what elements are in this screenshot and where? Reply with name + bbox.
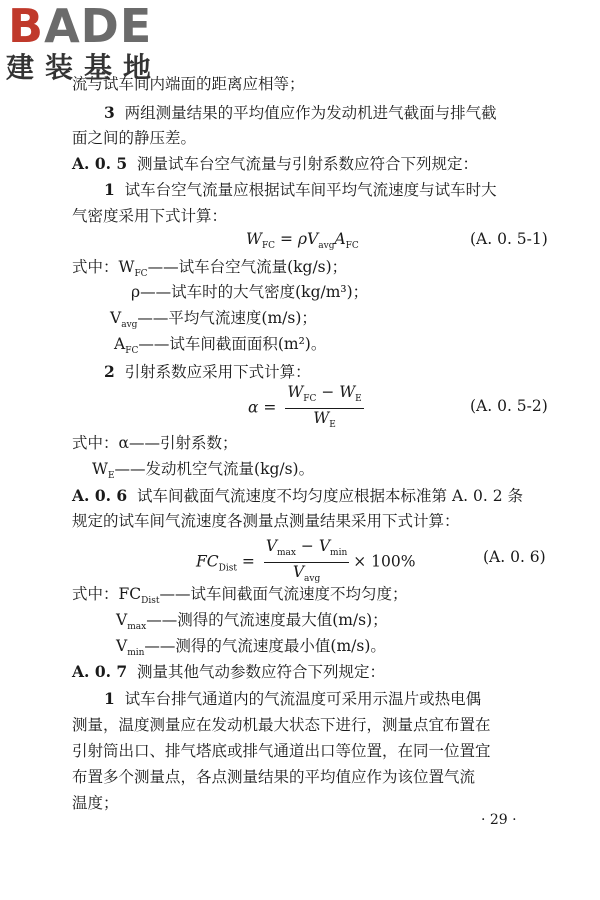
text-line: 测量，温度测量应在发动机最大状态下进行，测量点宜布置在 <box>72 716 491 734</box>
text-line: 1 试车台排气通道内的气流温度可采用示温片或热电偶 <box>104 689 482 708</box>
logo-wordmark: BADE <box>8 0 153 53</box>
variable-definition: $W_E——$发动机空气流量(kg/s)。 <box>92 460 315 482</box>
variable-definition: $V_{min}——$测得的气流速度最小值(m/s)。 <box>116 637 386 659</box>
variable-definition: $A_{FC}——$试车间截面面积(m²)。 <box>114 335 327 357</box>
text-line: 引射筒出口、排气塔底或排气通道出口等位置，在同一位置宜 <box>72 742 491 760</box>
text-line: 2 引射系数应采用下式计算： <box>104 362 311 381</box>
clause-heading: A. 0. 5 测量试车台空气流量与引射系数应符合下列规定： <box>72 154 479 173</box>
variable-definition: 式中：$W_{FC}——$试车台空气流量(kg/s)； <box>72 258 348 280</box>
equation-number: (A. 0. 5-2) <box>470 397 548 415</box>
text-line: 流与试车间内端面的距离应相等； <box>72 75 305 93</box>
variable-definition: 式中：$FC_{Dist}——$试车间截面气流速度不均匀度； <box>72 585 408 607</box>
equation-number: (A. 0. 5-1) <box>470 230 548 248</box>
logo-chinese: 建装基地 <box>6 51 163 84</box>
text-line: 布置多个测量点，各点测量结果的平均值应作为该位置气流 <box>72 768 476 786</box>
clause-heading: A. 0. 6 试车间截面气流速度不均匀度应根据本标准第 A. 0. 2 条 <box>72 486 524 505</box>
text-line: 3 两组测量结果的平均值应作为发动机进气截面与排气截 <box>104 103 497 122</box>
equation-nonuniformity: $FC_{Dist}$ = $\frac{V_{max} - V_{min}}{V_{avg}}$ × 100% <box>196 537 416 585</box>
variable-definition: ρ——试车时的大气密度(kg/m³)； <box>131 283 369 301</box>
variable-definition: $V_{max}——$测得的气流速度最大值(m/s)； <box>116 611 388 633</box>
equation-number: (A. 0. 6) <box>483 548 546 566</box>
bade-logo <box>6 2 181 92</box>
text-line: 温度； <box>72 794 119 812</box>
equation-airflow: $W_{FC} = \rho V_{avg}A_{FC}$ <box>246 230 359 252</box>
equation-ejection: α = $\frac{W_{FC} - W_E}{W_E}$ <box>248 383 362 431</box>
text-line: 1 试车台空气流量应根据试车间平均气流速度与试车时大 <box>104 180 497 199</box>
text-line: 面之间的静压差。 <box>72 129 197 147</box>
page-number: · 29 · <box>481 812 517 828</box>
text-line: 气密度采用下式计算： <box>72 207 228 225</box>
clause-heading: A. 0. 7 测量其他气动参数应符合下列规定： <box>72 662 386 681</box>
variable-definition: 式中：α——引射系数； <box>72 434 238 452</box>
text-line: 规定的试车间气流速度各测量点测量结果采用下式计算： <box>72 512 460 530</box>
variable-definition: $V_{avg}——$平均气流速度(m/s)； <box>110 309 317 331</box>
